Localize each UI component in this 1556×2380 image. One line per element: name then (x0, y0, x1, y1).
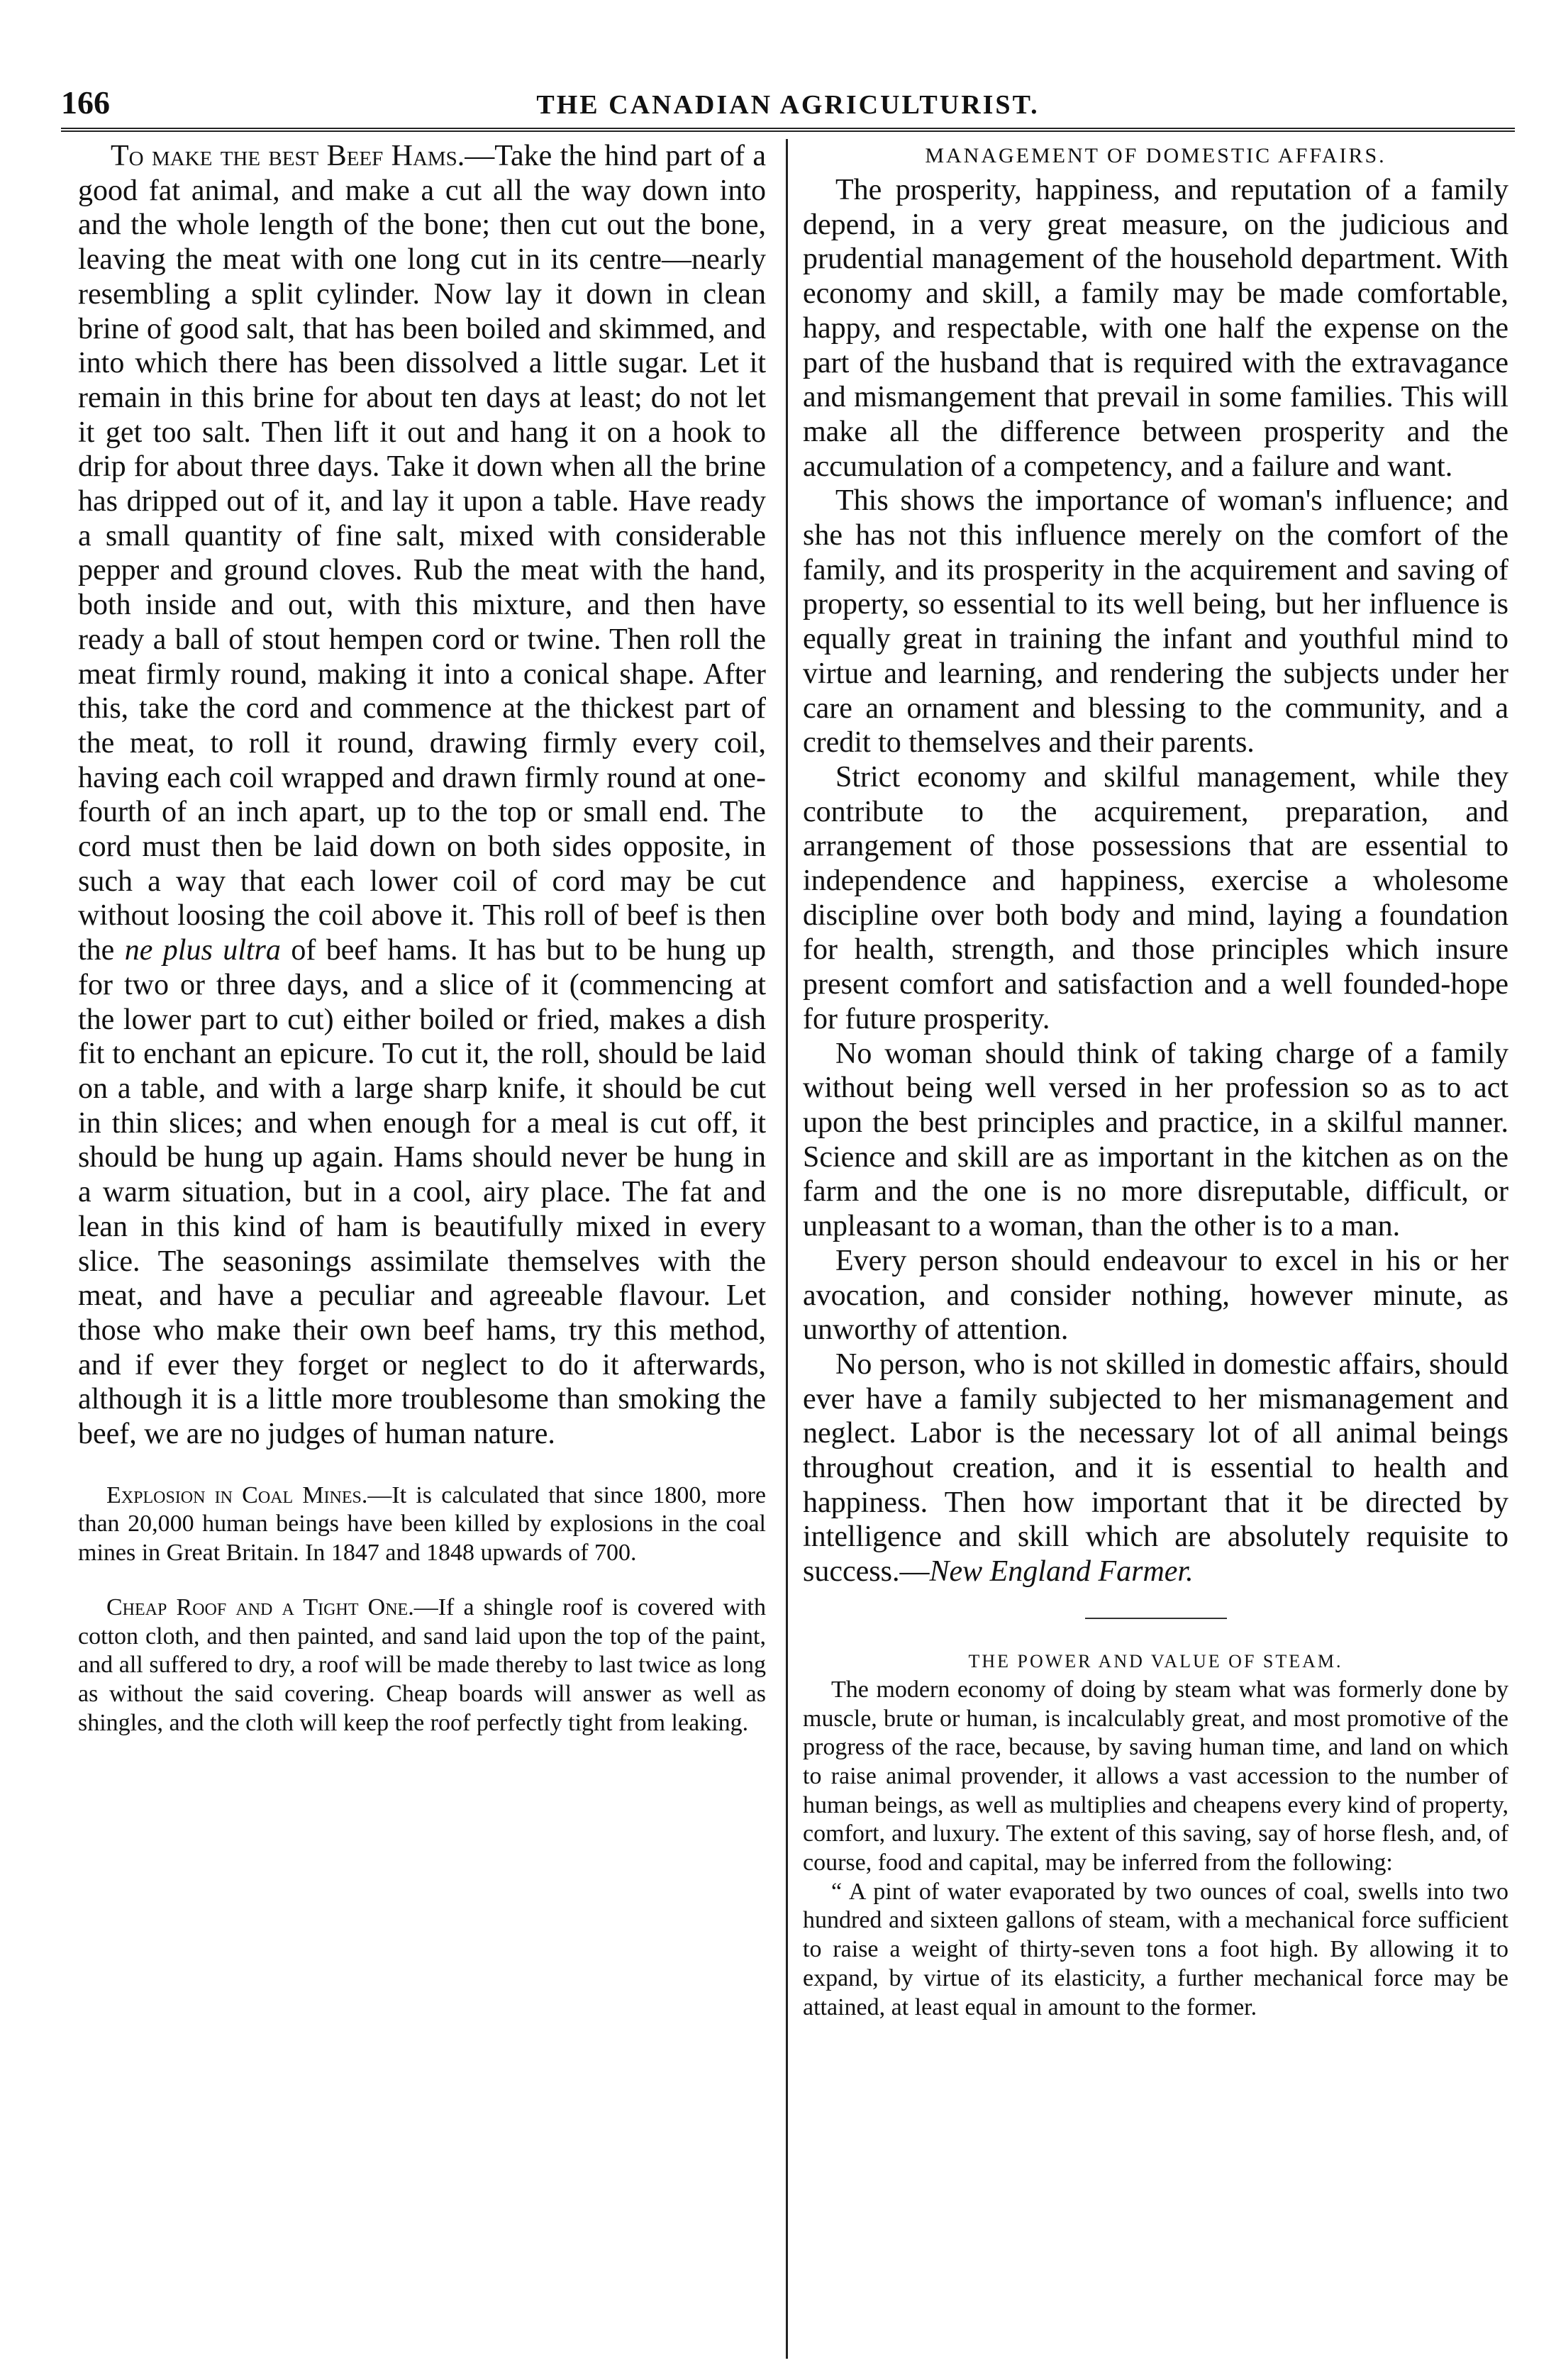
article-body-end: of beef hams. It has but to be hung up for two or three days, and a slice of it (commencing at the lower part to cut) either boiled or fried, makes a dish fit to enchant an epicure. To cut it, the roll, should be laid on a table, and with a large sharp knife, it should be cut in thin slices; and when enough for a meal is cut off, it should be hung up again. Hams should never be hung in a warm situation, but in a cool, airy place. The fat and lean in this kind of ham is beautifully mixed in every slice. The seasonings assimilate themselves with the meat, and have a peculiar and agreeable flavour. Let those who make their own beef hams, try this method, and if ever they forget or neglect to do it afterwards, although it is a little more troublesome than smoking the beef, we are no judges of human nature. (78, 934, 767, 1451)
source-attribution: New England Farmer. (929, 1555, 1194, 1589)
article-title: To make the best Beef Hams. (111, 140, 465, 172)
domestic-paragraph-final (803, 1347, 1508, 1589)
left-column (78, 139, 766, 1737)
article-body: —Take the hind part of a good fat animal, and make a cut all the way down into and the whole length of the bone; then cut out the bone, leaving the meat with one long cut in its centre—nearly resembling a split cylinder. Now lay it down in clean brine of good salt, that has been boiled and skimmed, and into which there has been dissolved a little sugar. Let it remain in this brine for about ten days at least; do not let it get too salt. Then lift it out and hang it on a hook to drip for about three days. Take it down when all the brine has dripped out of it, and lay it upon a table. Have ready a small quantity of fine salt, mixed with considerable pepper and ground cloves. Rub the meat with the hand, both inside and out, with this mixture, and then have ready a ball of stout hempen cord or twine. Then roll the meat firmly round, making it into a conical shape. After this, take the cord and commence at the thickest part of the meat, to roll it round, drawing firmly every coil, having each coil wrapped and drawn firmly round at one-fourth of an inch apart, up to the top or small end. The cord must then be laid down on both sides opposite, in such a way that each lower coil of cord may be cut without loosing the coil above it. This roll of beef is then the (78, 140, 766, 967)
italic-phrase: ne plus ultra (124, 934, 281, 967)
page-header (61, 84, 1515, 126)
running-title: THE CANADIAN AGRICULTURIST. (536, 90, 1040, 120)
domestic-paragraph: The prosperity, happiness, and reputation of a family depend, in a very great measure, on the judicious and prudential management of the household department. With economy and skill, a family may be made comfortable, happy, and respectable, with one half the expense on the part of the husband that is required with the extravagance and mismangement that prevail in some families. This will make all the difference between prosperity and the accumulation of a competency, and a failure and want. (803, 174, 1508, 483)
domestic-paragraph: No woman should think of taking charge of a family without being well versed in her profession so as to act upon the best principles and practice, in a skilful manner. Science and skill are as important in the kitchen as on the farm and the one is no more disreputable, difficult, or unpleasant to a woman, than the other is to a man. (803, 1037, 1508, 1243)
paragraph-text: No person, who is not skilled in domestic affairs, should ever have a family subjected to her mismanagement and neglect. Labor is the necessary lot of all animal beings throughout creation, and it is essential to health and happiness. Then how important that it be directed by intelligence and skill which are absolutely requisite to success.— (803, 1347, 1508, 1589)
article-title: Explosion in Coal Mines. (106, 1481, 368, 1508)
right-column (803, 139, 1508, 2022)
domestic-paragraph: Every person should endeavour to excel in his or her avocation, and consider nothing, however minute, as unworthy of attention. (803, 1244, 1508, 1347)
section-separator (1085, 1618, 1227, 1619)
steam-quote: “ A pint of water evaporated by two ounces of coal, swells into two hundred and sixteen gallons of steam, with a mechanical force sufficient to raise a weight of thirty-seven tons a foot high. By allowing it to expand, by virtue of its elasticity, a further mechanical force may be attained, at least equal in amount to the former. (803, 1878, 1508, 2020)
article-title: Cheap Roof and a Tight One. (106, 1594, 414, 1620)
domestic-paragraph: This shows the importance of woman's influence; and she has not this influence merely on the comfort of the family, and its prosperity in the acquirement and saving of property, so essential to its well being, but her influence is equally great in training the infant and youthful mind to virtue and learning, and rendering the subjects under her care an ornament and blessing to the community, and a credit to themselves and their parents. (803, 484, 1508, 760)
header-rule (61, 128, 1515, 132)
steam-paragraph: The modern economy of doing by steam what was formerly done by muscle, brute or human, is incalculably great, and most promotive of the progress of the race, because, by saving human time, and land on which to raise animal provender, it allows a vast accession to the number of human beings, as well as multiplies and cheapens every kind of property, comfort, and luxury. The extent of this saving, say of horse flesh, and, of course, food and capital, may be inferred from the following: (803, 1676, 1508, 1876)
coal-mines-article (78, 1481, 766, 1568)
article-body: —It is calculated that since 1800, more than 20,000 human beings have been killed by explosions in the coal mines in Great Britain. In 1847 and 1848 upwards of 700. (78, 1481, 766, 1567)
column-divider (786, 139, 788, 2359)
beef-hams-article (78, 139, 766, 1452)
cheap-roof-article (78, 1594, 766, 1738)
domestic-affairs-heading: MANAGEMENT OF DOMESTIC AFFAIRS. (925, 144, 1386, 167)
domestic-paragraph: Strict economy and skilful management, while they contribute to the acquirement, preparation, and arrangement of those possessions that are essential to independence and happiness, exercise a wholesome discipline over both body and mind, laying a foundation for health, strength, and those principles which insure present comfort and satisfaction and a well founded-hope for future prosperity. (803, 760, 1508, 1035)
article-body: —If a shingle roof is covered with cotton cloth, and then painted, and sand laid upon the top of the paint, and all suffered to dry, a roof will be made thereby to last twice as long as without the said covering. Cheap boards will answer as well as shingles, and the cloth will keep the roof perfectly tight from leaking. (78, 1594, 766, 1736)
steam-heading: THE POWER AND VALUE OF STEAM. (968, 1650, 1343, 1672)
page-number: 166 (61, 84, 110, 121)
